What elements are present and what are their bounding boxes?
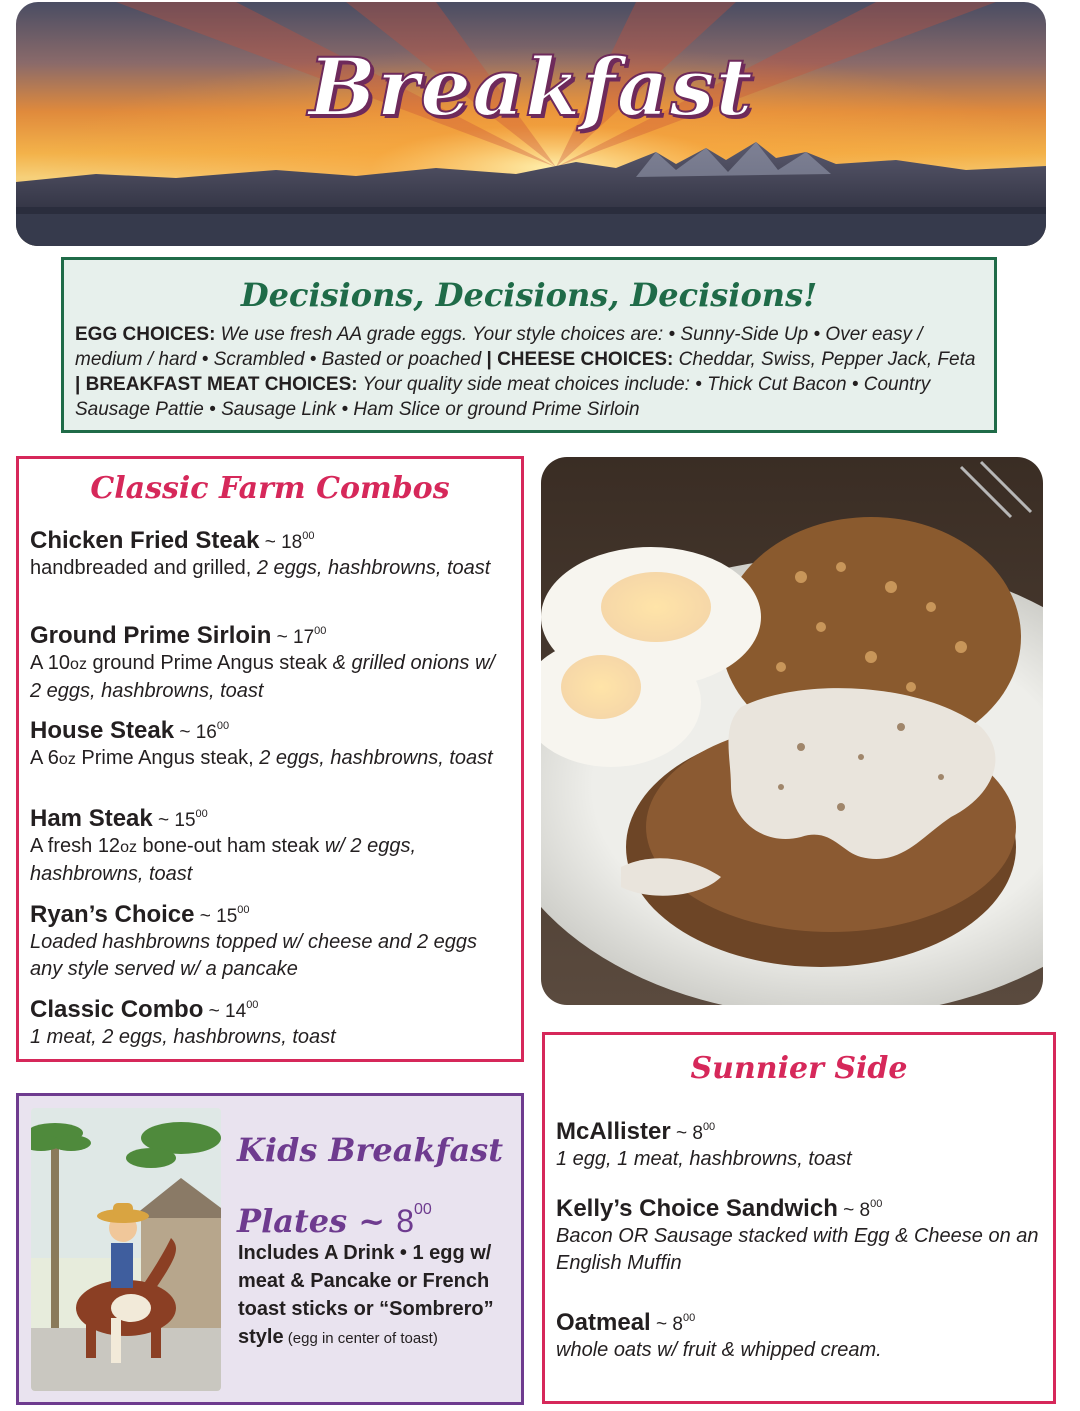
choices-info-box — [61, 257, 997, 433]
menu-item — [30, 901, 511, 983]
item-description: Loaded hashbrowns topped w/ cheese and 2 eggs any style served w/ a pancake — [30, 931, 478, 980]
item-name: Oatmeal — [556, 1309, 651, 1336]
item-description: whole oats w/ fruit & whipped cream. — [556, 1339, 882, 1361]
item-name: Ryan’s Choice — [30, 901, 195, 928]
menu-item — [30, 805, 511, 888]
menu-item — [30, 717, 511, 773]
classic-combos-title: Classic Farm Combos — [90, 471, 450, 506]
classic-combos-panel — [16, 456, 524, 1062]
item-price: ~ $8^{00}$ — [837, 1198, 883, 1221]
menu-item — [30, 996, 511, 1051]
choices-text — [75, 322, 984, 422]
kids-title-price-line: Plates ~ $8^{00}$ — [237, 1201, 432, 1240]
kids-title-line: Kids Breakfast — [237, 1131, 503, 1169]
separator: | — [75, 374, 86, 395]
menu-item — [30, 622, 511, 705]
item-description: A fresh 12oz bone-out ham steak w/ 2 eggs, hashbrowns, toast — [30, 835, 417, 885]
meat-choices-label: BREAKFAST MEAT CHOICES: — [85, 374, 358, 395]
kids-breakfast-panel — [16, 1093, 524, 1405]
item-price: ~ $14^{00}$ — [203, 999, 259, 1022]
cowboy-kid-on-horse-illustration — [31, 1108, 221, 1391]
sunnier-side-title: Sunnier Side — [690, 1051, 908, 1086]
item-name: Classic Combo — [30, 996, 204, 1023]
menu-item — [556, 1195, 1043, 1277]
item-name: McAllister — [556, 1118, 671, 1145]
kids-price: 8 — [396, 1203, 414, 1239]
egg-choices-label: EGG CHOICES: — [75, 324, 216, 345]
kids-note: (egg in center of toast) — [283, 1330, 438, 1347]
sunnier-side-panel — [542, 1032, 1056, 1404]
item-price: ~ $8^{00}$ — [670, 1121, 716, 1144]
chicken-fried-steak-photo — [541, 457, 1043, 1005]
item-price: ~ $16^{00}$ — [174, 720, 230, 743]
choices-title: Decisions, Decisions, Decisions! — [240, 276, 818, 314]
item-price: ~ $8^{00}$ — [650, 1312, 696, 1335]
kids-breakfast-description: Includes A Drink • 1 egg w/ meat & Pancake or French toast sticks or “Sombrero” style (egg in center of toast) — [238, 1242, 494, 1348]
menu-item — [30, 527, 511, 582]
cheese-choices-label: CHEESE CHOICES: — [497, 349, 674, 370]
item-description: A 6oz Prime Angus steak, 2 eggs, hashbrowns, toast — [30, 747, 493, 769]
item-name: House Steak — [30, 717, 175, 744]
page-title: Breakfast — [308, 40, 754, 134]
item-name: Ground Prime Sirloin — [30, 622, 272, 649]
kids-price-cents: 00 — [414, 1201, 432, 1218]
item-description: 1 egg, 1 meat, hashbrowns, toast — [556, 1148, 852, 1170]
menu-item — [556, 1118, 1043, 1173]
egg-choices-text: We use fresh AA grade eggs. Your style choices are: • Sunny-Side Up • Over easy / medium / hard • Scrambled • Basted or poached — [75, 324, 923, 370]
item-price: ~ $17^{00}$ — [271, 625, 327, 648]
meat-choices-text: Your quality side meat choices include: • Thick Cut Bacon • Country Sausage Pattie • Sausage Link • Ham Slice or ground Prime Sirloin — [75, 374, 931, 420]
item-description: handbreaded and grilled, 2 eggs, hashbrowns, toast — [30, 557, 491, 579]
separator: | — [486, 349, 498, 370]
item-name: Kelly’s Choice Sandwich — [556, 1195, 838, 1222]
cheese-choices-text: Cheddar, Swiss, Pepper Jack, Feta — [673, 349, 976, 370]
item-description: 1 meat, 2 eggs, hashbrowns, toast — [30, 1026, 336, 1048]
item-price: ~ $15^{00}$ — [152, 808, 208, 831]
item-name: Chicken Fried Steak — [30, 527, 260, 554]
item-price: ~ $18^{00}$ — [259, 530, 315, 553]
item-price: ~ $15^{00}$ — [194, 904, 250, 927]
item-description: Bacon OR Sausage stacked with Egg & Cheese on an English Muffin — [556, 1225, 1039, 1274]
header-banner — [16, 2, 1046, 246]
menu-item — [556, 1309, 1043, 1364]
kids-breakfast-title — [237, 1120, 503, 1251]
item-name: Ham Steak — [30, 805, 153, 832]
item-description: A 10oz ground Prime Angus steak & grilled onions w/ 2 eggs, hashbrowns, toast — [30, 652, 495, 702]
